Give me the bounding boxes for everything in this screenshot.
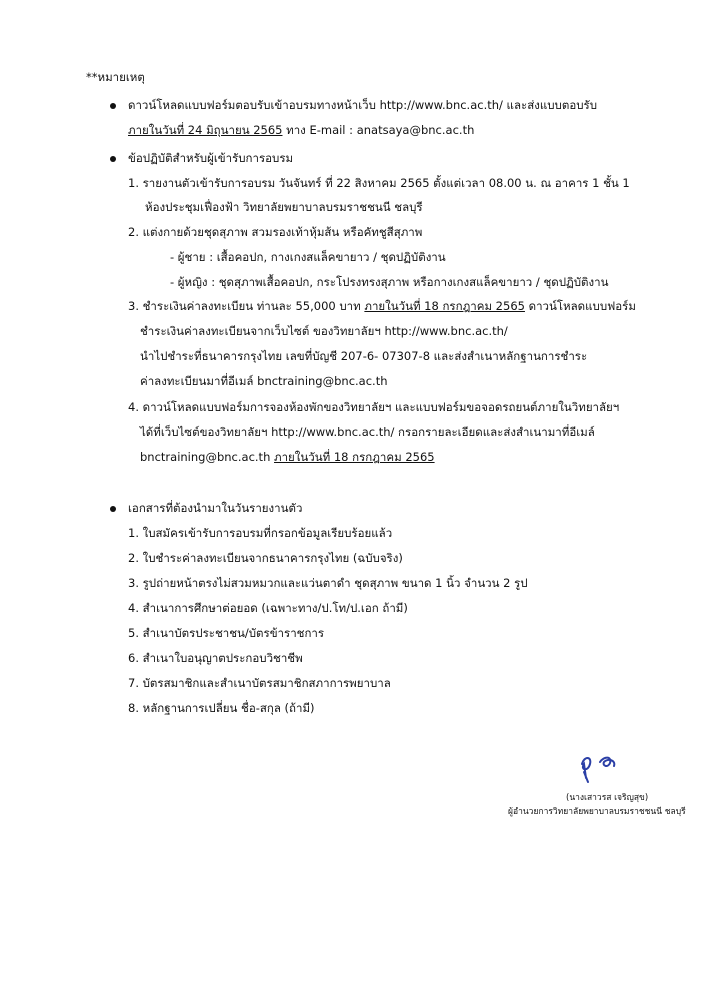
item3-title: เอกสารที่ต้องนำมาในวันรายงานตัว bbox=[128, 501, 303, 515]
item1-line1: ดาวน์โหลดแบบฟอร์มตอบรับเข้าอบรมทางหน้าเว็บ http://www.bnc.ac.th/ และส่งแบบตอบรับ bbox=[128, 98, 597, 112]
rule-3-fee: 3. ชำระเงินค่าลงทะเบียน ท่านละ 55,000 บาท bbox=[128, 299, 365, 313]
item1-line2 bbox=[128, 122, 474, 140]
doc-item: 7. บัตรสมาชิกและสำเนาบัตรสมาชิกสภาการพยาบาล bbox=[128, 676, 391, 690]
bullet-icon bbox=[110, 156, 116, 162]
rule-4-line1: 4. ดาวน์โหลดแบบฟอร์มการจองห้องพักของวิทยาลัยฯ และแบบฟอร์มขอจอดรถยนต์ภายในวิทยาลัยฯ bbox=[128, 400, 620, 414]
rule-3-line4: ค่าลงทะเบียนมาที่อีเมล์ bnctraining@bnc.ac.th bbox=[140, 374, 388, 388]
item1-email: ทาง E-mail : anatsaya@bnc.ac.th bbox=[282, 123, 475, 137]
rule-3-download: ดาวน์โหลดแบบฟอร์ม bbox=[524, 299, 636, 313]
rule-2-female: - ผู้หญิง : ชุดสุภาพเสื้อคอปก, กระโปรงทรงสุภาพ หรือกางเกงสแล็คขายาว / ชุดปฏิบัติงาน bbox=[170, 275, 609, 289]
signer-title: ผู้อำนวยการวิทยาลัยพยาบาลบรมราชชนนี ชลบุรี bbox=[508, 807, 686, 817]
rule-1-line1: 1. รายงานตัวเข้ารับการอบรม วันจันทร์ ที่ 22 สิงหาคม 2565 ตั้งแต่เวลา 08.00 น. ณ อาคาร 1 ชั้น 1 bbox=[128, 176, 630, 190]
doc-item: 8. หลักฐานการเปลี่ยน ชื่อ-สกุล (ถ้ามี) bbox=[128, 701, 315, 715]
rule-2-male: - ผู้ชาย : เสื้อคอปก, กางเกงสแล็คขายาว / ชุดปฏิบัติงาน bbox=[170, 250, 446, 264]
rule-4-line2: ได้ที่เว็บไซต์ของวิทยาลัยฯ http://www.bnc.ac.th/ กรอกรายละเอียดและส่งสำเนามาที่อีเมล์ bbox=[140, 425, 595, 439]
rule-3-line2: ชำระเงินค่าลงทะเบียนจากเว็บไซต์ ของวิทยาลัยฯ http://www.bnc.ac.th/ bbox=[140, 324, 508, 338]
signature-image bbox=[572, 752, 632, 786]
rule-4-email: bnctraining@bnc.ac.th bbox=[140, 450, 275, 464]
item1-deadline: ภายในวันที่ 24 มิถุนายน 2565 bbox=[128, 123, 283, 137]
doc-item: 5. สำเนาบัตรประชาชน/บัตรข้าราชการ bbox=[128, 626, 325, 640]
note-heading: **หมายเหตุ bbox=[86, 70, 145, 84]
doc-item: 4. สำเนาการศึกษาต่อยอด (เฉพาะทาง/ป.โท/ป.เอก ถ้ามี) bbox=[128, 601, 408, 615]
doc-item: 1. ใบสมัครเข้ารับการอบรมที่กรอกข้อมูลเรียบร้อยแล้ว bbox=[128, 526, 393, 540]
item2-title: ข้อปฏิบัติสำหรับผู้เข้ารับการอบรม bbox=[128, 151, 294, 165]
bullet-icon bbox=[110, 103, 116, 109]
doc-item: 6. สำเนาใบอนุญาตประกอบวิชาชีพ bbox=[128, 651, 303, 665]
rule-4-line3 bbox=[140, 449, 435, 467]
rule-3-deadline: ภายในวันที่ 18 กรกฎาคม 2565 bbox=[364, 299, 525, 313]
rule-4-deadline: ภายในวันที่ 18 กรกฎาคม 2565 bbox=[274, 450, 435, 464]
doc-item: 2. ใบชำระค่าลงทะเบียนจากธนาคารกรุงไทย (ฉบับจริง) bbox=[128, 551, 403, 565]
bullet-icon bbox=[110, 506, 116, 512]
rule-3-line1 bbox=[128, 298, 636, 316]
rule-1-line2: ห้องประชุมเฟื่องฟ้า วิทยาลัยพยาบาลบรมราชชนนี ชลบุรี bbox=[145, 200, 423, 214]
doc-item: 3. รูปถ่ายหน้าตรงไม่สวมหมวกและแว่นตาดำ ชุดสุภาพ ขนาด 1 นิ้ว จำนวน 2 รูป bbox=[128, 576, 528, 590]
rule-3-line3: นำไปชำระที่ธนาคารกรุงไทย เลขที่บัญชี 207-6- 07307-8 และส่งสำเนาหลักฐานการชำระ bbox=[140, 349, 588, 363]
rule-2-line1: 2. แต่งกายด้วยชุดสุภาพ สวมรองเท้าหุ้มส้น หรือคัทชูสีสุภาพ bbox=[128, 225, 423, 239]
signer-name: (นางเสาวรส เจริญสุข) bbox=[566, 793, 649, 803]
